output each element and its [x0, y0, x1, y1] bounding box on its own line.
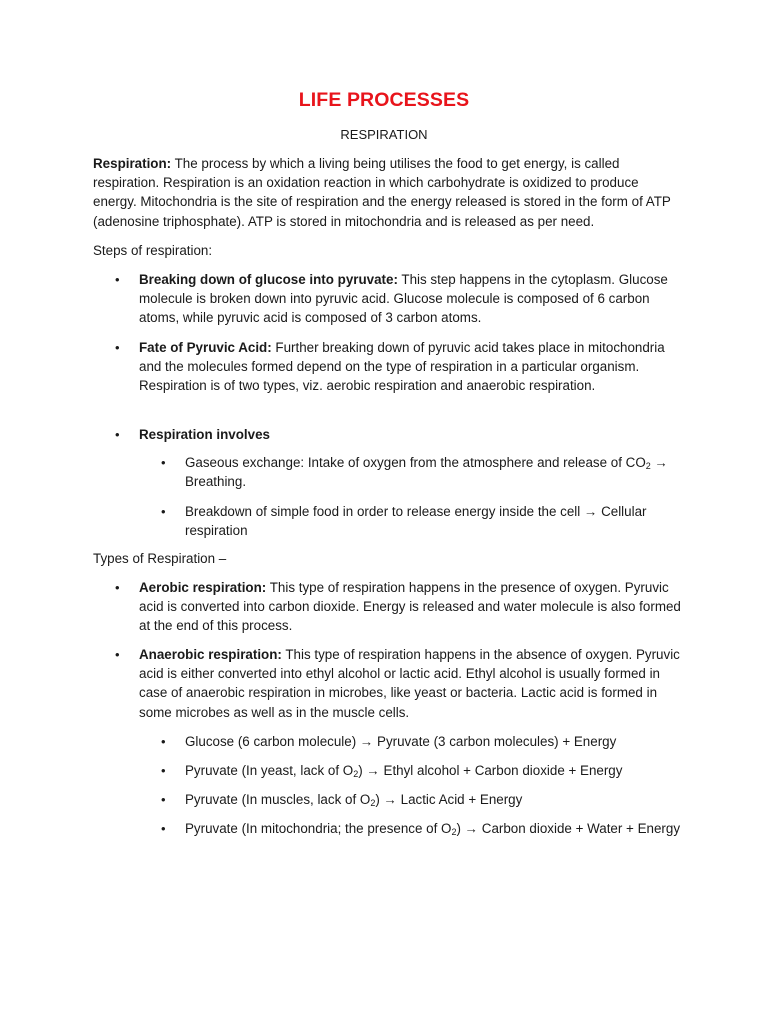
list-item-term: Anaerobic respiration:	[139, 647, 282, 662]
list-item	[115, 578, 684, 636]
sub-list-item: • Breakdown of simple food in order to release energy inside the cell → Cellular respiration	[161, 504, 647, 539]
bullet-icon: •	[115, 647, 120, 662]
bullet-icon: •	[115, 580, 120, 595]
list-item	[115, 270, 684, 328]
list-item-text: This step happens in the cytoplasm. Glucose molecule is broken down into pyruvic acid. Glucose molecule is composed of 6 carbon atoms, while pyruvic acid is composed of 3 carbon atoms.	[139, 272, 668, 326]
list-item-text: This type of respiration happens in the presence of oxygen. Pyruvic acid is converted into carbon dioxide. Energy is released and water molecule is also formed at the end of this process.	[139, 580, 681, 634]
list-item-text: Further breaking down of pyruvic acid takes place in mitochondria and the molecules formed depend on the type of respiration in a particular organism. Respiration is of two types, viz. aerobic respiration and anaerobic respiration.	[139, 340, 665, 394]
intro-term: Respiration:	[93, 156, 172, 171]
bullet-icon: •	[161, 821, 166, 836]
list-item	[115, 645, 684, 722]
bullet-icon: •	[115, 340, 120, 355]
equation-item: • Pyruvate (In muscles, lack of $O_2$) → Lactic Acid + Energy	[161, 792, 523, 808]
bullet-icon: •	[161, 763, 166, 778]
bullet-icon: •	[115, 427, 120, 442]
intro-text: The process by which a living being utilises the food to get energy, is called respiration. Respiration is an oxidation reaction in which carbohydrate is oxidized to produce energy. Mitochondria is the site of respiration and the energy released is stored in the form of ATP (adenosine triphosphate). ATP is stored in mitochondria and is released as per need.	[93, 156, 671, 229]
sub-list-item: • Gaseous exchange: Intake of oxygen from the atmosphere and release of $CO_2$ → Breathing.	[161, 455, 668, 490]
document-title: LIFE PROCESSES	[298, 89, 470, 111]
list-item-term: Respiration involves	[139, 427, 270, 442]
section-subtitle: RESPIRATION	[340, 127, 428, 142]
bullet-icon: •	[161, 455, 166, 470]
bullet-icon: •	[161, 734, 166, 749]
intro-paragraph	[93, 154, 683, 231]
bullet-icon: •	[115, 272, 120, 287]
list-item	[115, 425, 684, 444]
list-item-term: Breaking down of glucose into pyruvate:	[139, 272, 398, 287]
types-heading: Types of Respiration –	[93, 551, 227, 566]
list-item	[115, 338, 684, 396]
steps-heading: Steps of respiration:	[93, 243, 213, 258]
bullet-icon: •	[161, 504, 166, 519]
list-item-term: Aerobic respiration:	[139, 580, 267, 595]
bullet-icon: •	[161, 792, 166, 807]
equation-item: • Pyruvate (In yeast, lack of $O_2$) → Ethyl alcohol + Carbon dioxide + Energy	[161, 763, 623, 779]
list-item-text: This type of respiration happens in the absence of oxygen. Pyruvic acid is either converted into ethyl alcohol or lactic acid. Ethyl alcohol is usually formed in case of anaerobic respiration in microbes, like yeast or bacteria. Lactic acid is formed in some microbes as well as in the muscle cells.	[139, 647, 680, 720]
list-item-term: Fate of Pyruvic Acid:	[139, 340, 272, 355]
equation-item: • Glucose (6 carbon molecule) → Pyruvate (3 carbon molecules) + Energy	[185, 732, 685, 751]
equation-item: • Pyruvate (In mitochondria; the presence of $O_2$) → Carbon dioxide + Water + Energy	[161, 821, 681, 837]
